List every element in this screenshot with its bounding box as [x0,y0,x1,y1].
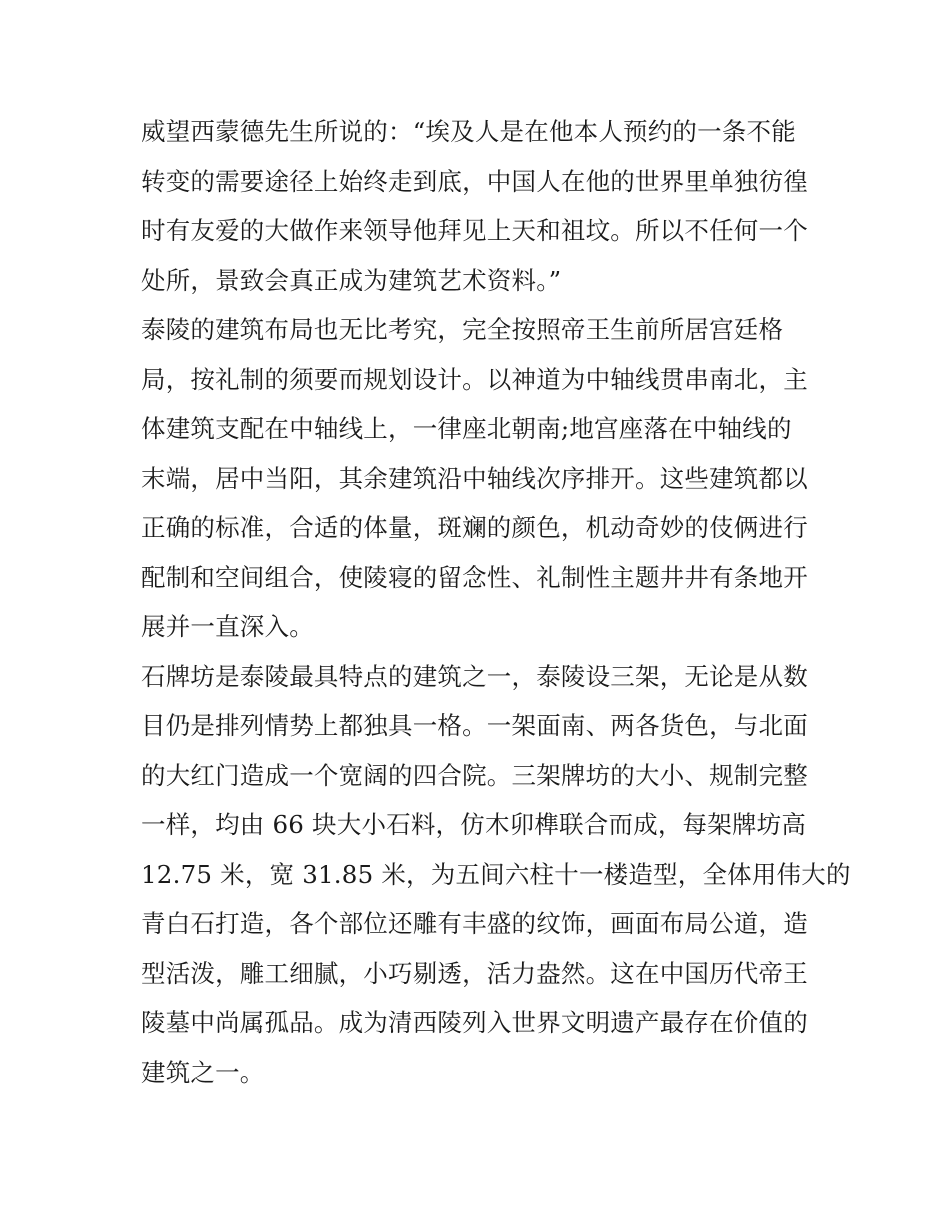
text-line: 局，按礼制的须要而规划设计。以神道为中轴线贯串南北，主 [141,364,808,394]
text-line: 展并一直深入。 [141,612,314,641]
text-line: 泰陵的建筑布局也无比考究，完全按照帝王生前所居宫廷格 [141,315,784,344]
text-line: 青白石打造，各个部位还雕有丰盛的纹饰，画面布局公道，造 [141,909,808,938]
text-line: 转变的需要途径上始终走到底，中国人在他的世界里单独彷徨 [141,166,808,196]
text-line: 时有友爱的大做作来领导他拜见上天和祖坟。所以不任何一个 [141,216,808,245]
text-line: 末端，居中当阳，其余建筑沿中轴线次序排开。这些建筑都以 [141,463,808,493]
text-line: 型活泼，雕工细腻，小巧剔透，活力盎然。这在中国历代帝王 [141,958,808,988]
text-line: 配制和空间组合，使陵寝的留念性、礼制性主题井井有条地开 [141,562,808,592]
text-line: 一样，均由 66 块大小石料，仿木卯榫联合而成，每架牌坊高 [141,810,807,839]
text-line: 陵墓中尚属孤品。成为清西陵列入世界文明遗产最存在价值的 [141,1008,808,1037]
text-line: 石牌坊是泰陵最具特点的建筑之一，泰陵设三架，无论是从数 [141,661,808,691]
text-line: 处所，景致会真正成为建筑艺术资料。” [141,265,562,295]
document-body [141,107,851,1097]
text-line: 的大红门造成一个宽阔的四合院。三架牌坊的大小、规制完整 [141,760,808,790]
text-line: 正确的标准，合适的体量，斑斓的颜色，机动奇妙的伎俩进行 [141,513,808,542]
text-line: 建筑之一。 [141,1057,265,1087]
text-line: 威望西蒙德先生所说的：“埃及人是在他本人预约的一条不能 [141,117,796,146]
text-line: 体建筑支配在中轴线上，一律座北朝南;地宫座落在中轴线的 [141,414,792,443]
text-line: 12.75 米，宽 31.85 米，为五间六柱十一楼造型，全体用伟大的 [141,859,851,889]
text-line: 目仍是排列情势上都独具一格。一架面南、两各货色，与北面 [141,711,808,740]
